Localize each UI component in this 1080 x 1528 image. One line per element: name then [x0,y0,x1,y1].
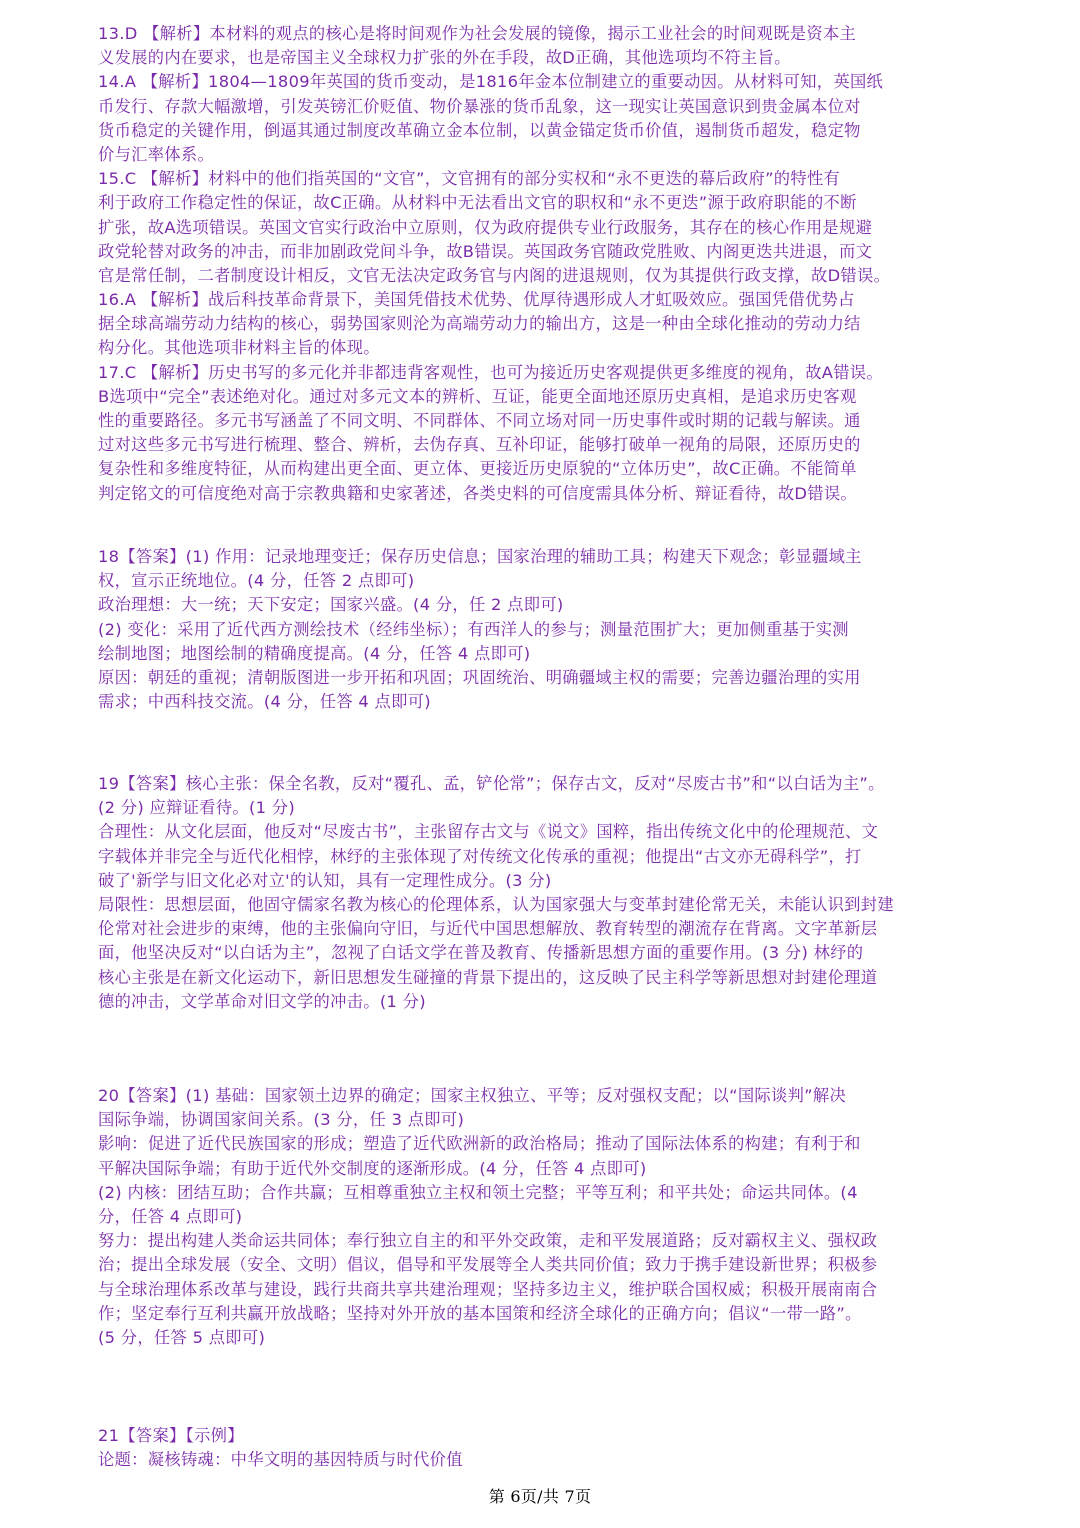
text-line: 核心主张是在新文化运动下，新旧思想发生碰撞的背景下提出的，这反映了民主科学等新思想对封建伦理道 [98,967,878,987]
text-line: 13.D 【解析】本材料的观点的核心是将时间观作为社会发展的镜像，揭示工业社会的时间观既是资本主 [98,24,857,43]
text-line: 伦常对社会进步的束缚，他的主张偏向守旧，与近代中国思想解放、教育转型的潮流存在背离。文字革新层 [98,919,878,939]
text-line: 分，任答 4 点即可) [98,1206,243,1226]
text-line: 性的重要路径。多元书写涵盖了不同文明、不同群体、不同立场对同一历史事件或时期的记载与解读。通 [98,411,861,430]
text-line: 权，宣示正统地位。(4 分，任答 2 点即可) [98,571,415,591]
text-line: 20【答案】(1) 基础：国家领土边界的确定；国家主权独立、平等；反对强权支配；以“国际谈判”解决 [98,1086,847,1105]
text-line: 需求；中西科技交流。(4 分，任答 4 点即可) [98,692,431,712]
text-line: 16.A 【解析】战后科技革命背景下，美国凭借技术优势、优厚待遇形成人才虹吸效应。强国凭借优势占 [98,290,855,310]
text-line: 绘制地图；地图绘制的精确度提高。(4 分，任答 4 点即可) [98,643,531,663]
text-line: (2) 变化：采用了近代西方测绘技术（经纬坐标）；有西洋人的参与；测量范围扩大；更加侧重基于实测 [98,619,849,639]
text-line: 破了'新学与旧文化必对立'的认知，具有一定理性成分。(3 分) [98,870,552,890]
text-line: B选项中“完全”表述绝对化。通过对多元文本的辨析、互证，能更全面地还原历史真相，是追求历史客观 [98,386,857,406]
text-line: 据全球高端劳动力结构的核心，弱势国家则沦为高端劳动力的输出方，这是一种由全球化推动的劳动力结 [98,314,861,334]
answer-21 [98,1424,998,1472]
answer-19 [98,772,998,1014]
text-line: 19【答案】核心主张：保全名教，反对“覆孔、孟，铲伦常”；保存古文，反对“尽废古书”和“以白话为主”。 [98,774,885,793]
text-line: 复杂性和多维度特征，从而构建出更全面、更立体、更接近历史原貌的“立体历史”，故C正确。不能简单 [98,459,857,479]
text-line: (2) 内核：团结互助；合作共赢；互相尊重独立主权和领土完整；平等互利；和平共处；命运共同体。(4 [98,1182,858,1202]
text-line: 15.C 【解析】材料中的他们指英国的“文官”，文官拥有的部分实权和“永不更迭的幕后政府”的特性有 [98,169,841,189]
text-line: 局限性：思想层面，他固守儒家名教为核心的伦理体系，认为国家强大与变革封建伦常无关，未能认识到封建 [98,894,894,914]
text-line: 论题：凝核铸魂：中华文明的基因特质与时代价值 [98,1450,463,1470]
text-line: 面，他坚决反对“以白话为主”，忽视了白话文学在普及教育、传播新思想方面的重要作用。(3 分) 林纾的 [98,943,864,963]
text-line: 影响：促进了近代民族国家的形成；塑造了近代欧洲新的政治格局；推动了国际法体系的构建；有利于和 [98,1134,861,1154]
text-line: 政党轮替对政务的冲击，而非加剧政党间斗争，故B错误。英国政务官随政党胜败、内阁更迭共进退，而文 [98,241,873,261]
answer-18 [98,545,998,714]
page-number-footer: 第 6页/共 7页 [488,1487,592,1506]
text-line: 扩张，故A选项错误。英国文官实行政治中立原则，仅为政府提供专业行政服务，其存在的核心作用是规避 [98,217,873,237]
answers-13-17 [98,22,998,506]
text-line: 政治理想：大一统；天下安定；国家兴盛。(4 分，任 2 点即可) [98,595,564,615]
text-line: 治；提出全球发展（安全、文明）倡议，倡导和平发展等全人类共同价值；致力于携手建设新世界；积极参 [98,1255,878,1275]
text-line: 利于政府工作稳定性的保证，故C正确。从材料中无法看出文官的职权和“永不更迭”源于政府职能的不断 [98,193,857,213]
text-line: (5 分，任答 5 点即可) [98,1327,266,1347]
text-line: (2 分) 应辩证看待。(1 分) [98,798,296,818]
text-line: 17.C 【解析】历史书写的多元化并非都违背客观性，也可为接近历史客观提供更多维度的视角，故A错误。 [98,362,883,382]
text-line: 义发展的内在要求，也是帝国主义全球权力扩张的外在手段，故D正确，其他选项均不符主旨。 [98,48,791,68]
text-line: 14.A 【解析】1804—1809年英国的货币变动，是1816年金本位制建立的重要动因。从材料可知，英国纸 [98,72,884,92]
text-line: 货币稳定的关键作用，倒逼其通过制度改革确立金本位制，以黄金锚定货币价值，遏制货币超发，稳定物 [98,120,861,140]
text-line: 平解决国际争端；有助于近代外交制度的逐渐形成。(4 分，任答 4 点即可) [98,1158,647,1178]
text-line: 作；坚定奉行互利共赢开放战略；坚持对外开放的基本国策和经济全球化的正确方向；倡议“一带一路”。 [98,1303,862,1323]
text-line: 原因：朝廷的重视；清朝版图进一步开拓和巩固；巩固统治、明确疆域主权的需要；完善边疆治理的实用 [98,667,861,687]
text-line: 判定铭文的可信度绝对高于宗教典籍和史家著述，各类史料的可信度需具体分析、辩证看待，故D错误。 [98,483,857,503]
text-line: 官是常任制，二者制度设计相反，文官无法决定政务官与内阁的进退规则，仅为其提供行政支撑，故D错误。 [98,265,891,285]
text-line: 构分化。其他选项非材料主旨的体现。 [98,338,380,358]
answer-20 [98,1084,998,1350]
text-line: 过对这些多元书写进行梳理、整合、辨析，去伪存真、互补印证，能够打破单一视角的局限，还原历史的 [98,435,861,455]
text-line: 18【答案】(1) 作用：记录地理变迁；保存历史信息；国家治理的辅助工具；构建天下观念；彰显疆域主 [98,547,862,566]
text-line: 与全球治理体系改革与建设，践行共商共享共建治理观；坚持多边主义，维护联合国权威；积极开展南南合 [98,1279,878,1299]
text-line: 价与汇率体系。 [98,144,215,164]
text-line: 币发行、存款大幅激增，引发英镑汇价贬值、物价暴涨的货币乱象，这一现实让英国意识到贵金属本位对 [98,96,861,116]
text-line: 德的冲击，文学革命对旧文学的冲击。(1 分) [98,991,426,1011]
text-line: 合理性：从文化层面，他反对“尽废古书”，主张留存古文与《说文》国粹，指出传统文化中的伦理规范、文 [98,822,879,842]
text-line: 字载体并非完全与近代化相悖，林纾的主张体现了对传统文化传承的重视；他提出“古文亦无碍科学”，打 [98,846,862,866]
text-line: 21【答案】【示例】 [98,1426,244,1445]
text-line: 努力：提出构建人类命运共同体；奉行独立自主的和平外交政策，走和平发展道路；反对霸权主义、强权政 [98,1231,878,1251]
text-line: 国际争端，协调国家间关系。(3 分，任 3 点即可) [98,1110,465,1130]
